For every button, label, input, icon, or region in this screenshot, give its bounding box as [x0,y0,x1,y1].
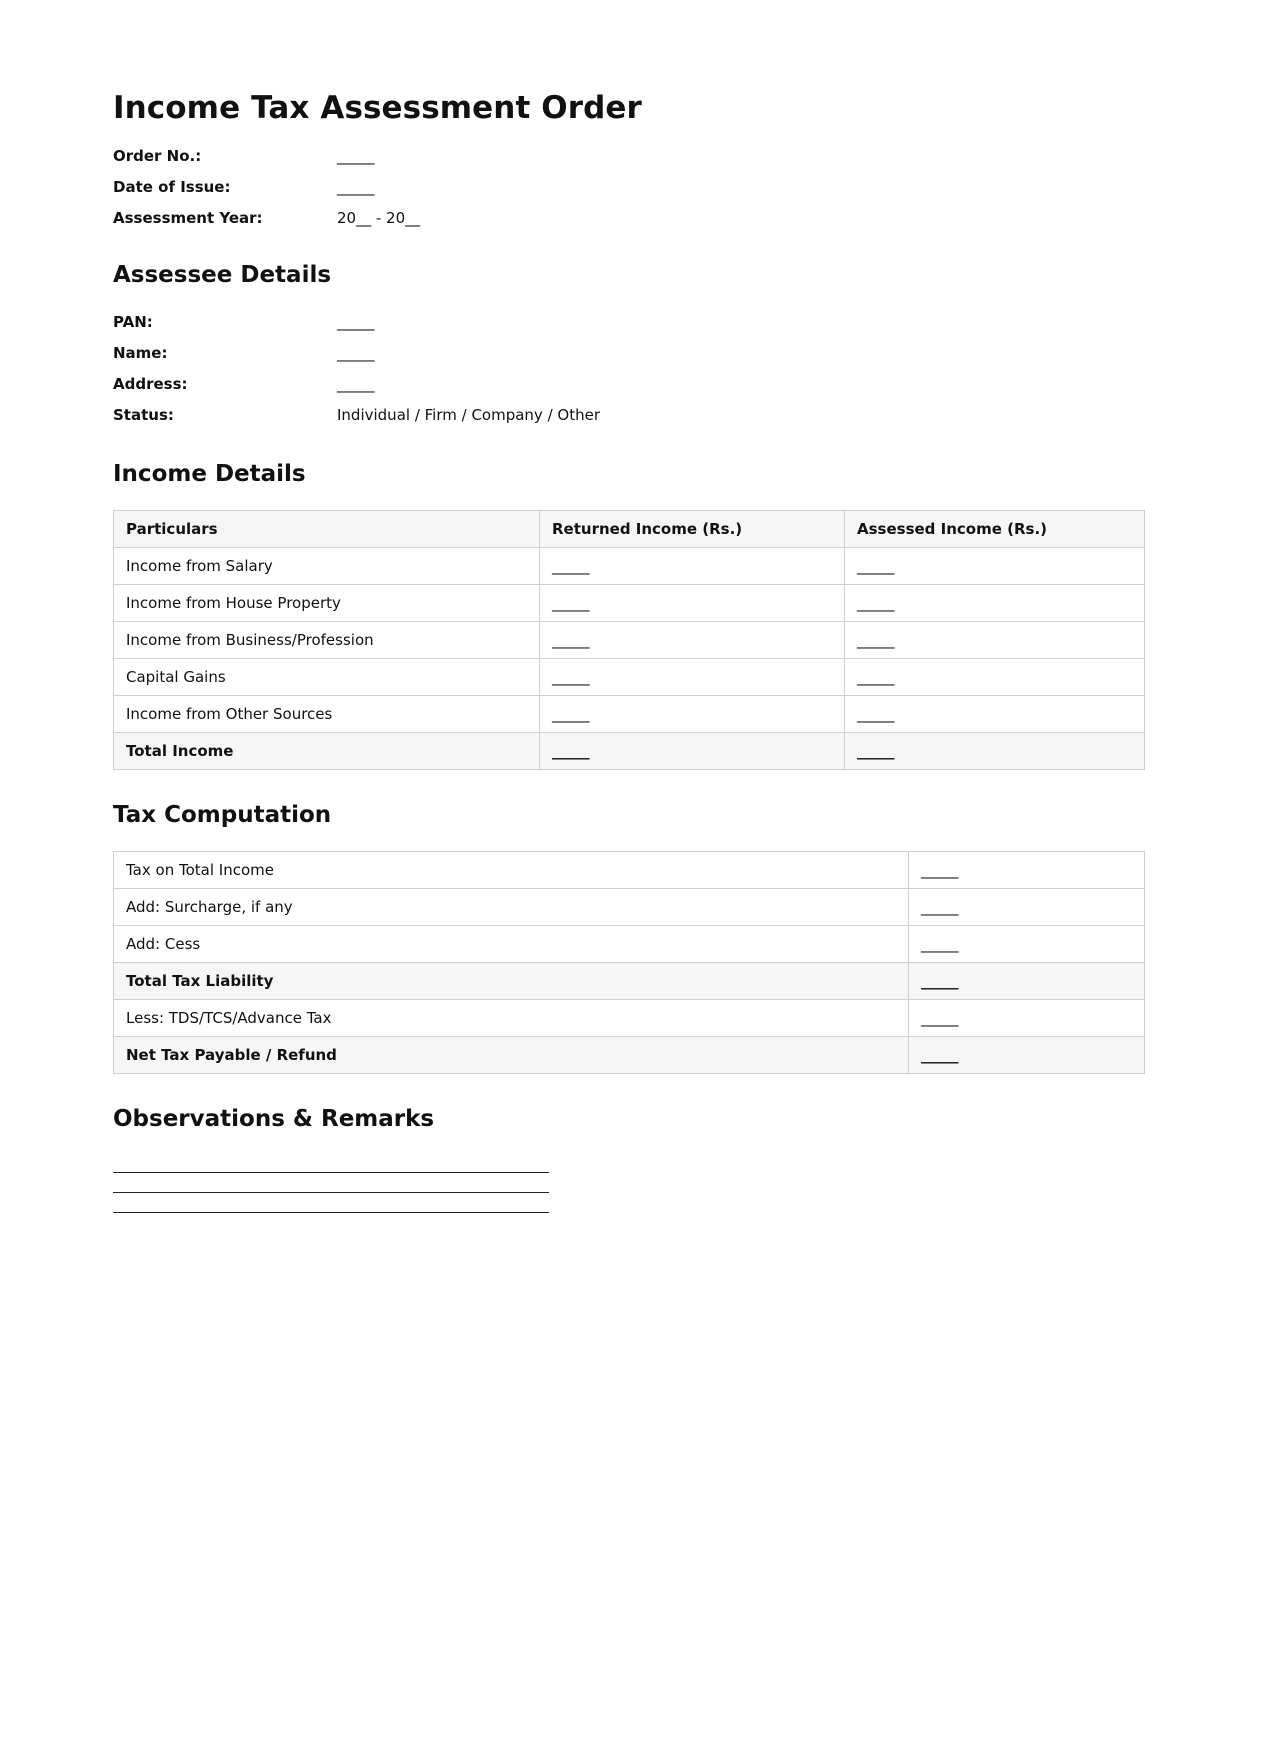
name-field[interactable]: _____ [337,343,375,362]
tax-amount-cell[interactable]: _____ [909,1000,1145,1037]
tax-item-cell: Net Tax Payable / Refund [114,1037,909,1074]
tax-item-cell: Add: Surcharge, if any [114,889,909,926]
column-header-particulars: Particulars [114,511,540,548]
table-row [114,1000,1145,1037]
field-label: Address: [113,374,188,393]
date-of-issue-field[interactable]: _____ [337,177,375,196]
returned-income-cell[interactable]: _____ [540,548,845,585]
tax-amount-cell[interactable]: _____ [909,963,1145,1000]
particular-cell: Income from Salary [114,548,540,585]
returned-income-cell[interactable]: _____ [540,659,845,696]
tax-amount-cell[interactable]: _____ [909,926,1145,963]
particular-cell: Income from House Property [114,585,540,622]
table-row [114,889,1145,926]
tax-amount-cell[interactable]: _____ [909,852,1145,889]
particular-cell: Income from Business/Profession [114,622,540,659]
net-tax-payable-row [114,1037,1145,1074]
status-options[interactable]: Individual / Firm / Company / Other [337,405,600,424]
tax-item-cell: Total Tax Liability [114,963,909,1000]
field-label: Name: [113,343,168,362]
table-row [114,852,1145,889]
assessee-details-heading: Assessee Details [113,262,332,288]
field-row-name [113,337,1263,368]
order-meta-fields [113,140,1263,233]
particular-cell: Total Income [114,733,540,770]
column-header-returned-income: Returned Income (Rs.) [540,511,845,548]
returned-income-cell[interactable]: _____ [540,622,845,659]
field-row-status [113,399,1263,430]
field-label: Order No.: [113,146,202,165]
tax-amount-cell[interactable]: _____ [909,889,1145,926]
tax-item-cell: Add: Cess [114,926,909,963]
assessed-income-cell[interactable]: _____ [845,696,1145,733]
returned-income-cell[interactable]: _____ [540,585,845,622]
table-row [114,696,1145,733]
tax-computation-heading: Tax Computation [113,802,332,828]
field-row-address [113,368,1263,399]
order-no-field[interactable]: _____ [337,146,375,165]
assessed-income-cell[interactable]: _____ [845,585,1145,622]
remark-line[interactable] [113,1173,549,1193]
field-label: PAN: [113,312,153,331]
income-details-table [113,510,1145,770]
remarks-lines[interactable] [113,1153,1263,1213]
table-header-row [114,511,1145,548]
assessed-income-cell[interactable]: _____ [845,733,1145,770]
returned-income-cell[interactable]: _____ [540,696,845,733]
pan-field[interactable]: _____ [337,312,375,331]
field-label: Status: [113,405,174,424]
total-tax-liability-row [114,963,1145,1000]
remark-line[interactable] [113,1153,549,1173]
table-row [114,926,1145,963]
tax-item-cell: Tax on Total Income [114,852,909,889]
field-row-pan [113,306,1263,337]
column-header-assessed-income: Assessed Income (Rs.) [845,511,1145,548]
field-label: Date of Issue: [113,177,231,196]
table-row [114,585,1145,622]
assessed-income-cell[interactable]: _____ [845,548,1145,585]
observations-remarks-heading: Observations & Remarks [113,1106,435,1132]
tax-computation-table [113,851,1145,1074]
field-row-assessment-year [113,202,1263,233]
remark-line[interactable] [113,1193,549,1213]
table-row [114,548,1145,585]
field-row-order-no [113,140,1263,171]
particular-cell: Capital Gains [114,659,540,696]
assessee-fields [113,306,1263,430]
table-row [114,659,1145,696]
income-details-heading: Income Details [113,461,306,487]
address-field[interactable]: _____ [337,374,375,393]
assessment-year-field[interactable]: 20__ - 20__ [337,208,421,227]
returned-income-cell[interactable]: _____ [540,733,845,770]
particular-cell: Income from Other Sources [114,696,540,733]
tax-item-cell: Less: TDS/TCS/Advance Tax [114,1000,909,1037]
total-income-row [114,733,1145,770]
field-row-date-of-issue [113,171,1263,202]
field-label: Assessment Year: [113,208,263,227]
tax-amount-cell[interactable]: _____ [909,1037,1145,1074]
assessed-income-cell[interactable]: _____ [845,659,1145,696]
assessed-income-cell[interactable]: _____ [845,622,1145,659]
table-row [114,622,1145,659]
page-title: Income Tax Assessment Order [113,90,642,126]
